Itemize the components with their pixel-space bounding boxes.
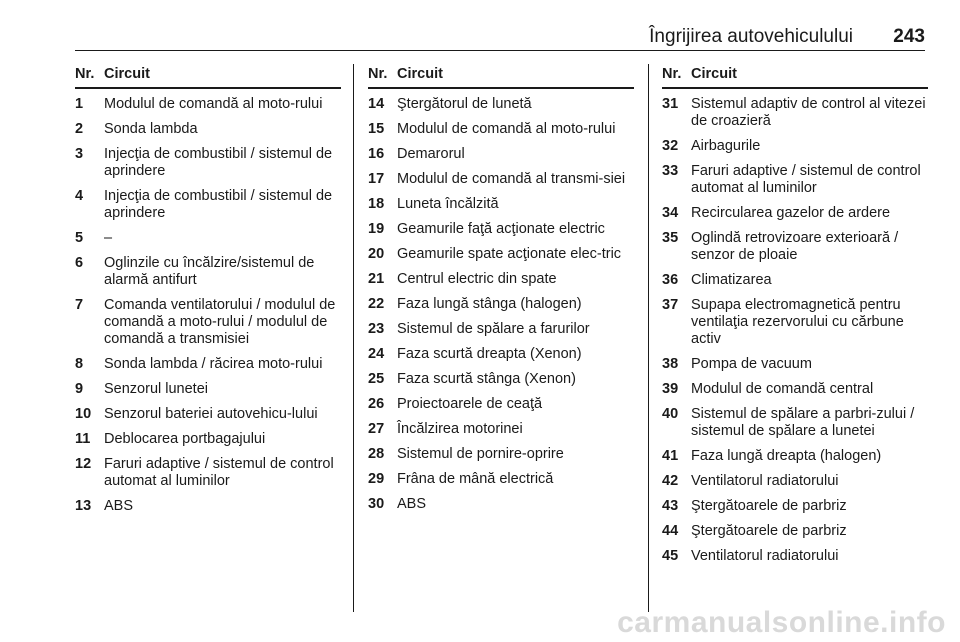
fuse-number: 7	[75, 297, 84, 313]
column-divider	[648, 64, 649, 612]
fuse-number: 44	[662, 523, 679, 539]
fuse-number: 27	[368, 421, 385, 437]
fuse-number: 22	[368, 296, 385, 312]
circuit-name: Proiectoarele de ceaţă	[397, 396, 543, 412]
table-row	[75, 406, 341, 423]
fuse-number: 20	[368, 246, 385, 262]
fuse-number: 10	[75, 406, 92, 422]
circuit-name: Luneta încălzită	[397, 196, 499, 212]
circuit-name: Geamurile spate acţionate elec-tric	[397, 246, 622, 262]
watermark: carmanualsonline.info	[617, 606, 946, 639]
fuse-table-column-2	[368, 66, 634, 521]
fuse-number: 31	[662, 96, 679, 112]
fuse-number: 37	[662, 297, 679, 313]
circuit-name: Faza scurtă stânga (Xenon)	[397, 371, 576, 387]
table-row	[368, 146, 634, 163]
table-row	[368, 371, 634, 388]
table-row	[662, 163, 928, 197]
circuit-name: Climatizarea	[691, 272, 772, 288]
circuit-name: Ventilatorul radiatorului	[691, 473, 839, 489]
fuse-number: 4	[75, 188, 84, 204]
circuit-name: Faza lungă stânga (halogen)	[397, 296, 582, 312]
fuse-number: 17	[368, 171, 385, 187]
fuse-number: 1	[75, 96, 84, 112]
table-row	[368, 121, 634, 138]
table-row	[75, 431, 341, 448]
circuit-name: Faruri adaptive / sistemul de control automat al luminilor	[104, 456, 334, 489]
circuit-name: Injecţia de combustibil / sistemul de aprindere	[104, 188, 333, 221]
table-row	[662, 548, 928, 565]
circuit-name: Ştergătoarele de parbriz	[691, 498, 847, 514]
circuit-name: Sonda lambda / răcirea moto-rului	[104, 356, 323, 372]
table-row	[662, 523, 928, 540]
table-row	[662, 138, 928, 155]
fuse-number: 42	[662, 473, 679, 489]
fuse-number: 6	[75, 255, 84, 271]
circuit-name: Senzorul lunetei	[104, 381, 208, 397]
table-row	[662, 230, 928, 264]
table-row	[662, 448, 928, 465]
table-row	[75, 356, 341, 373]
fuse-number: 18	[368, 196, 385, 212]
fuse-number: 13	[75, 498, 92, 514]
circuit-name: Demarorul	[397, 146, 465, 162]
fuse-number: 36	[662, 272, 679, 288]
table-row	[368, 396, 634, 413]
circuit-name: Încălzirea motorinei	[397, 421, 523, 437]
table-row	[368, 471, 634, 488]
table-row	[368, 96, 634, 113]
circuit-name: Ştergătoarele de parbriz	[691, 523, 847, 539]
fuse-number: 11	[75, 431, 91, 447]
fuse-number: 41	[662, 448, 679, 464]
table-row	[368, 296, 634, 313]
fuse-table-column-1	[75, 66, 341, 523]
table-row	[75, 498, 341, 515]
table-header	[662, 66, 928, 89]
circuit-name: Modulul de comandă al transmi-siei	[397, 171, 626, 187]
circuit-name: Modulul de comandă al moto-rului	[397, 121, 616, 137]
table-row	[662, 473, 928, 490]
circuit-name: Comanda ventilatorului / modulul de comandă a moto-rului / modulul de comandă a transmisiei	[104, 297, 336, 347]
table-row	[662, 381, 928, 398]
circuit-name: Deblocarea portbagajului	[104, 431, 266, 447]
table-row	[662, 356, 928, 373]
table-row	[662, 406, 928, 440]
table-row	[662, 272, 928, 289]
table-row	[368, 221, 634, 238]
fuse-number: 23	[368, 321, 385, 337]
table-row	[368, 346, 634, 363]
page-number: 243	[893, 26, 925, 47]
table-row	[368, 496, 634, 513]
table-row	[368, 271, 634, 288]
table-row	[662, 205, 928, 222]
column-divider	[353, 64, 354, 612]
fuse-number: 40	[662, 406, 679, 422]
table-row	[75, 255, 341, 289]
fuse-number: 25	[368, 371, 385, 387]
fuse-number: 43	[662, 498, 679, 514]
table-row	[75, 121, 341, 138]
circuit-name: Pompa de vacuum	[691, 356, 812, 372]
table-row	[368, 446, 634, 463]
header-circuit: Circuit	[397, 66, 443, 82]
fuse-number: 34	[662, 205, 679, 221]
fuse-number: 35	[662, 230, 679, 246]
fuse-number: 19	[368, 221, 385, 237]
header-circuit: Circuit	[104, 66, 150, 82]
table-header	[368, 66, 634, 89]
circuit-name: Faza lungă dreapta (halogen)	[691, 448, 882, 464]
circuit-name: Sistemul de pornire-oprire	[397, 446, 564, 462]
circuit-name: Airbagurile	[691, 138, 761, 154]
table-row	[75, 230, 341, 247]
table-row	[75, 146, 341, 180]
table-row	[662, 96, 928, 130]
fuse-number: 2	[75, 121, 84, 137]
table-row	[75, 297, 341, 348]
header-nr: Nr.	[662, 66, 682, 82]
fuse-number: 15	[368, 121, 385, 137]
header-nr: Nr.	[75, 66, 95, 82]
table-row	[75, 96, 341, 113]
circuit-name: Sistemul de spălare a farurilor	[397, 321, 590, 337]
table-header	[75, 66, 341, 89]
fuse-number: 12	[75, 456, 92, 472]
fuse-number: 5	[75, 230, 84, 246]
circuit-name: Sistemul de spălare a parbri-zului / sistemul de spălare a lunetei	[691, 406, 915, 439]
circuit-name: Modulul de comandă al moto-rului	[104, 96, 323, 112]
fuse-number: 14	[368, 96, 385, 112]
fuse-number: 8	[75, 356, 84, 372]
circuit-name: Sonda lambda	[104, 121, 198, 137]
circuit-name: Supapa electromagnetică pentru ventilaţia rezervorului cu cărbune activ	[691, 297, 904, 347]
fuse-number: 45	[662, 548, 679, 564]
page-title: Îngrijirea autovehiculului	[649, 26, 853, 47]
circuit-name: Modulul de comandă central	[691, 381, 874, 397]
circuit-name: Oglindă retrovizoare exterioară / senzor de ploaie	[691, 230, 899, 263]
circuit-name: Faza scurtă dreapta (Xenon)	[397, 346, 582, 362]
fuse-number: 38	[662, 356, 679, 372]
header-circuit: Circuit	[691, 66, 737, 82]
table-row	[75, 188, 341, 222]
table-row	[368, 421, 634, 438]
table-row	[368, 171, 634, 188]
fuse-number: 32	[662, 138, 679, 154]
table-row	[75, 456, 341, 490]
fuse-number: 29	[368, 471, 385, 487]
circuit-name: Injecţia de combustibil / sistemul de aprindere	[104, 146, 333, 179]
circuit-name: ABS	[397, 496, 427, 512]
fuse-number: 30	[368, 496, 385, 512]
circuit-name: Recircularea gazelor de ardere	[691, 205, 891, 221]
table-row	[662, 297, 928, 348]
circuit-name: Centrul electric din spate	[397, 271, 557, 287]
fuse-number: 24	[368, 346, 385, 362]
table-row	[368, 196, 634, 213]
fuse-number: 9	[75, 381, 84, 397]
fuse-number: 3	[75, 146, 84, 162]
table-row	[368, 321, 634, 338]
fuse-number: 26	[368, 396, 385, 412]
circuit-name: Geamurile faţă acţionate electric	[397, 221, 605, 237]
circuit-name: Oglinzile cu încălzire/sistemul de alarmă antifurt	[104, 255, 315, 288]
page-header	[75, 22, 925, 51]
circuit-name: –	[104, 230, 113, 246]
circuit-name: Senzorul bateriei autovehicu-lului	[104, 406, 318, 422]
circuit-name: Sistemul adaptiv de control al vitezei de croazieră	[691, 96, 926, 129]
circuit-name: Faruri adaptive / sistemul de control automat al luminilor	[691, 163, 921, 196]
header-nr: Nr.	[368, 66, 388, 82]
circuit-name: ABS	[104, 498, 134, 514]
circuit-name: Frâna de mână electrică	[397, 471, 554, 487]
fuse-table-column-3	[662, 66, 928, 573]
circuit-name: Ştergătorul de lunetă	[397, 96, 532, 112]
fuse-number: 16	[368, 146, 385, 162]
table-row	[75, 381, 341, 398]
table-row	[368, 246, 634, 263]
fuse-number: 33	[662, 163, 679, 179]
circuit-name: Ventilatorul radiatorului	[691, 548, 839, 564]
table-row	[662, 498, 928, 515]
fuse-number: 28	[368, 446, 385, 462]
fuse-number: 21	[368, 271, 385, 287]
fuse-number: 39	[662, 381, 679, 397]
